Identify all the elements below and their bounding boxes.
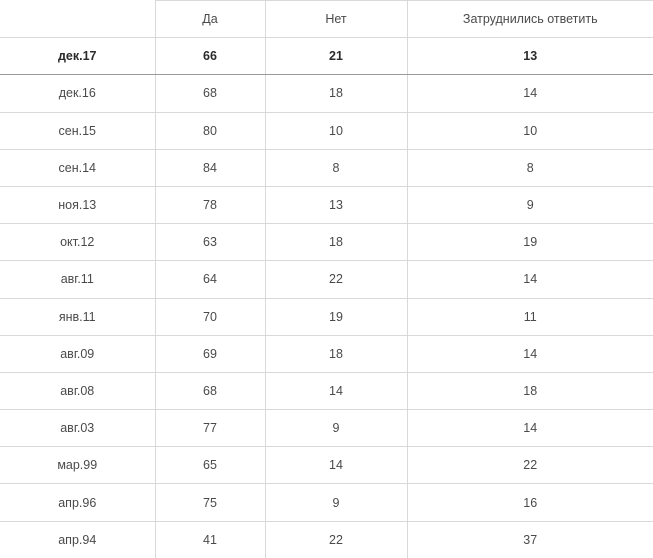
cell-period: сен.14 <box>0 149 155 186</box>
header-cell-period <box>0 1 155 38</box>
cell-period: апр.94 <box>0 521 155 558</box>
cell-no: 19 <box>265 298 407 335</box>
cell-hard: 14 <box>407 335 653 372</box>
cell-hard: 16 <box>407 484 653 521</box>
cell-no: 14 <box>265 447 407 484</box>
table-row <box>0 261 653 298</box>
cell-period: сен.15 <box>0 112 155 149</box>
table-row <box>0 521 653 558</box>
cell-period: апр.96 <box>0 484 155 521</box>
table-header-row <box>0 1 653 38</box>
cell-period: авг.09 <box>0 335 155 372</box>
cell-hard: 14 <box>407 261 653 298</box>
cell-no: 18 <box>265 335 407 372</box>
table-row <box>0 335 653 372</box>
cell-yes: 77 <box>155 410 265 447</box>
cell-hard: 14 <box>407 75 653 112</box>
table-row <box>0 112 653 149</box>
cell-no: 9 <box>265 410 407 447</box>
cell-no: 8 <box>265 149 407 186</box>
cell-yes: 80 <box>155 112 265 149</box>
cell-period: дек.16 <box>0 75 155 112</box>
cell-yes: 65 <box>155 447 265 484</box>
cell-yes: 68 <box>155 75 265 112</box>
cell-yes: 78 <box>155 186 265 223</box>
cell-period: янв.11 <box>0 298 155 335</box>
cell-period: авг.08 <box>0 372 155 409</box>
cell-no: 18 <box>265 224 407 261</box>
cell-period: дек.17 <box>0 38 155 75</box>
cell-period: мар.99 <box>0 447 155 484</box>
cell-hard: 18 <box>407 372 653 409</box>
cell-no: 13 <box>265 186 407 223</box>
cell-hard: 22 <box>407 447 653 484</box>
cell-no: 10 <box>265 112 407 149</box>
cell-period: окт.12 <box>0 224 155 261</box>
header-cell-no: Нет <box>265 1 407 38</box>
cell-no: 9 <box>265 484 407 521</box>
cell-hard: 19 <box>407 224 653 261</box>
table-row <box>0 372 653 409</box>
cell-period: ноя.13 <box>0 186 155 223</box>
cell-no: 22 <box>265 261 407 298</box>
table-row <box>0 149 653 186</box>
cell-hard: 10 <box>407 112 653 149</box>
cell-no: 22 <box>265 521 407 558</box>
table-row <box>0 224 653 261</box>
table-row <box>0 298 653 335</box>
cell-no: 18 <box>265 75 407 112</box>
cell-hard: 9 <box>407 186 653 223</box>
cell-yes: 64 <box>155 261 265 298</box>
cell-yes: 75 <box>155 484 265 521</box>
header-cell-yes: Да <box>155 1 265 38</box>
cell-yes: 63 <box>155 224 265 261</box>
table-row <box>0 410 653 447</box>
cell-hard: 11 <box>407 298 653 335</box>
cell-yes: 66 <box>155 38 265 75</box>
cell-yes: 84 <box>155 149 265 186</box>
cell-hard: 13 <box>407 38 653 75</box>
table-row <box>0 75 653 112</box>
cell-hard: 37 <box>407 521 653 558</box>
cell-yes: 70 <box>155 298 265 335</box>
table-row <box>0 186 653 223</box>
table-row <box>0 484 653 521</box>
table-body <box>0 1 653 558</box>
table-row <box>0 38 653 75</box>
header-cell-hard: Затруднились ответить <box>407 1 653 38</box>
cell-period: авг.03 <box>0 410 155 447</box>
cell-no: 14 <box>265 372 407 409</box>
cell-hard: 14 <box>407 410 653 447</box>
cell-yes: 41 <box>155 521 265 558</box>
cell-no: 21 <box>265 38 407 75</box>
cell-period: авг.11 <box>0 261 155 298</box>
cell-yes: 69 <box>155 335 265 372</box>
cell-hard: 8 <box>407 149 653 186</box>
cell-yes: 68 <box>155 372 265 409</box>
table-row <box>0 447 653 484</box>
